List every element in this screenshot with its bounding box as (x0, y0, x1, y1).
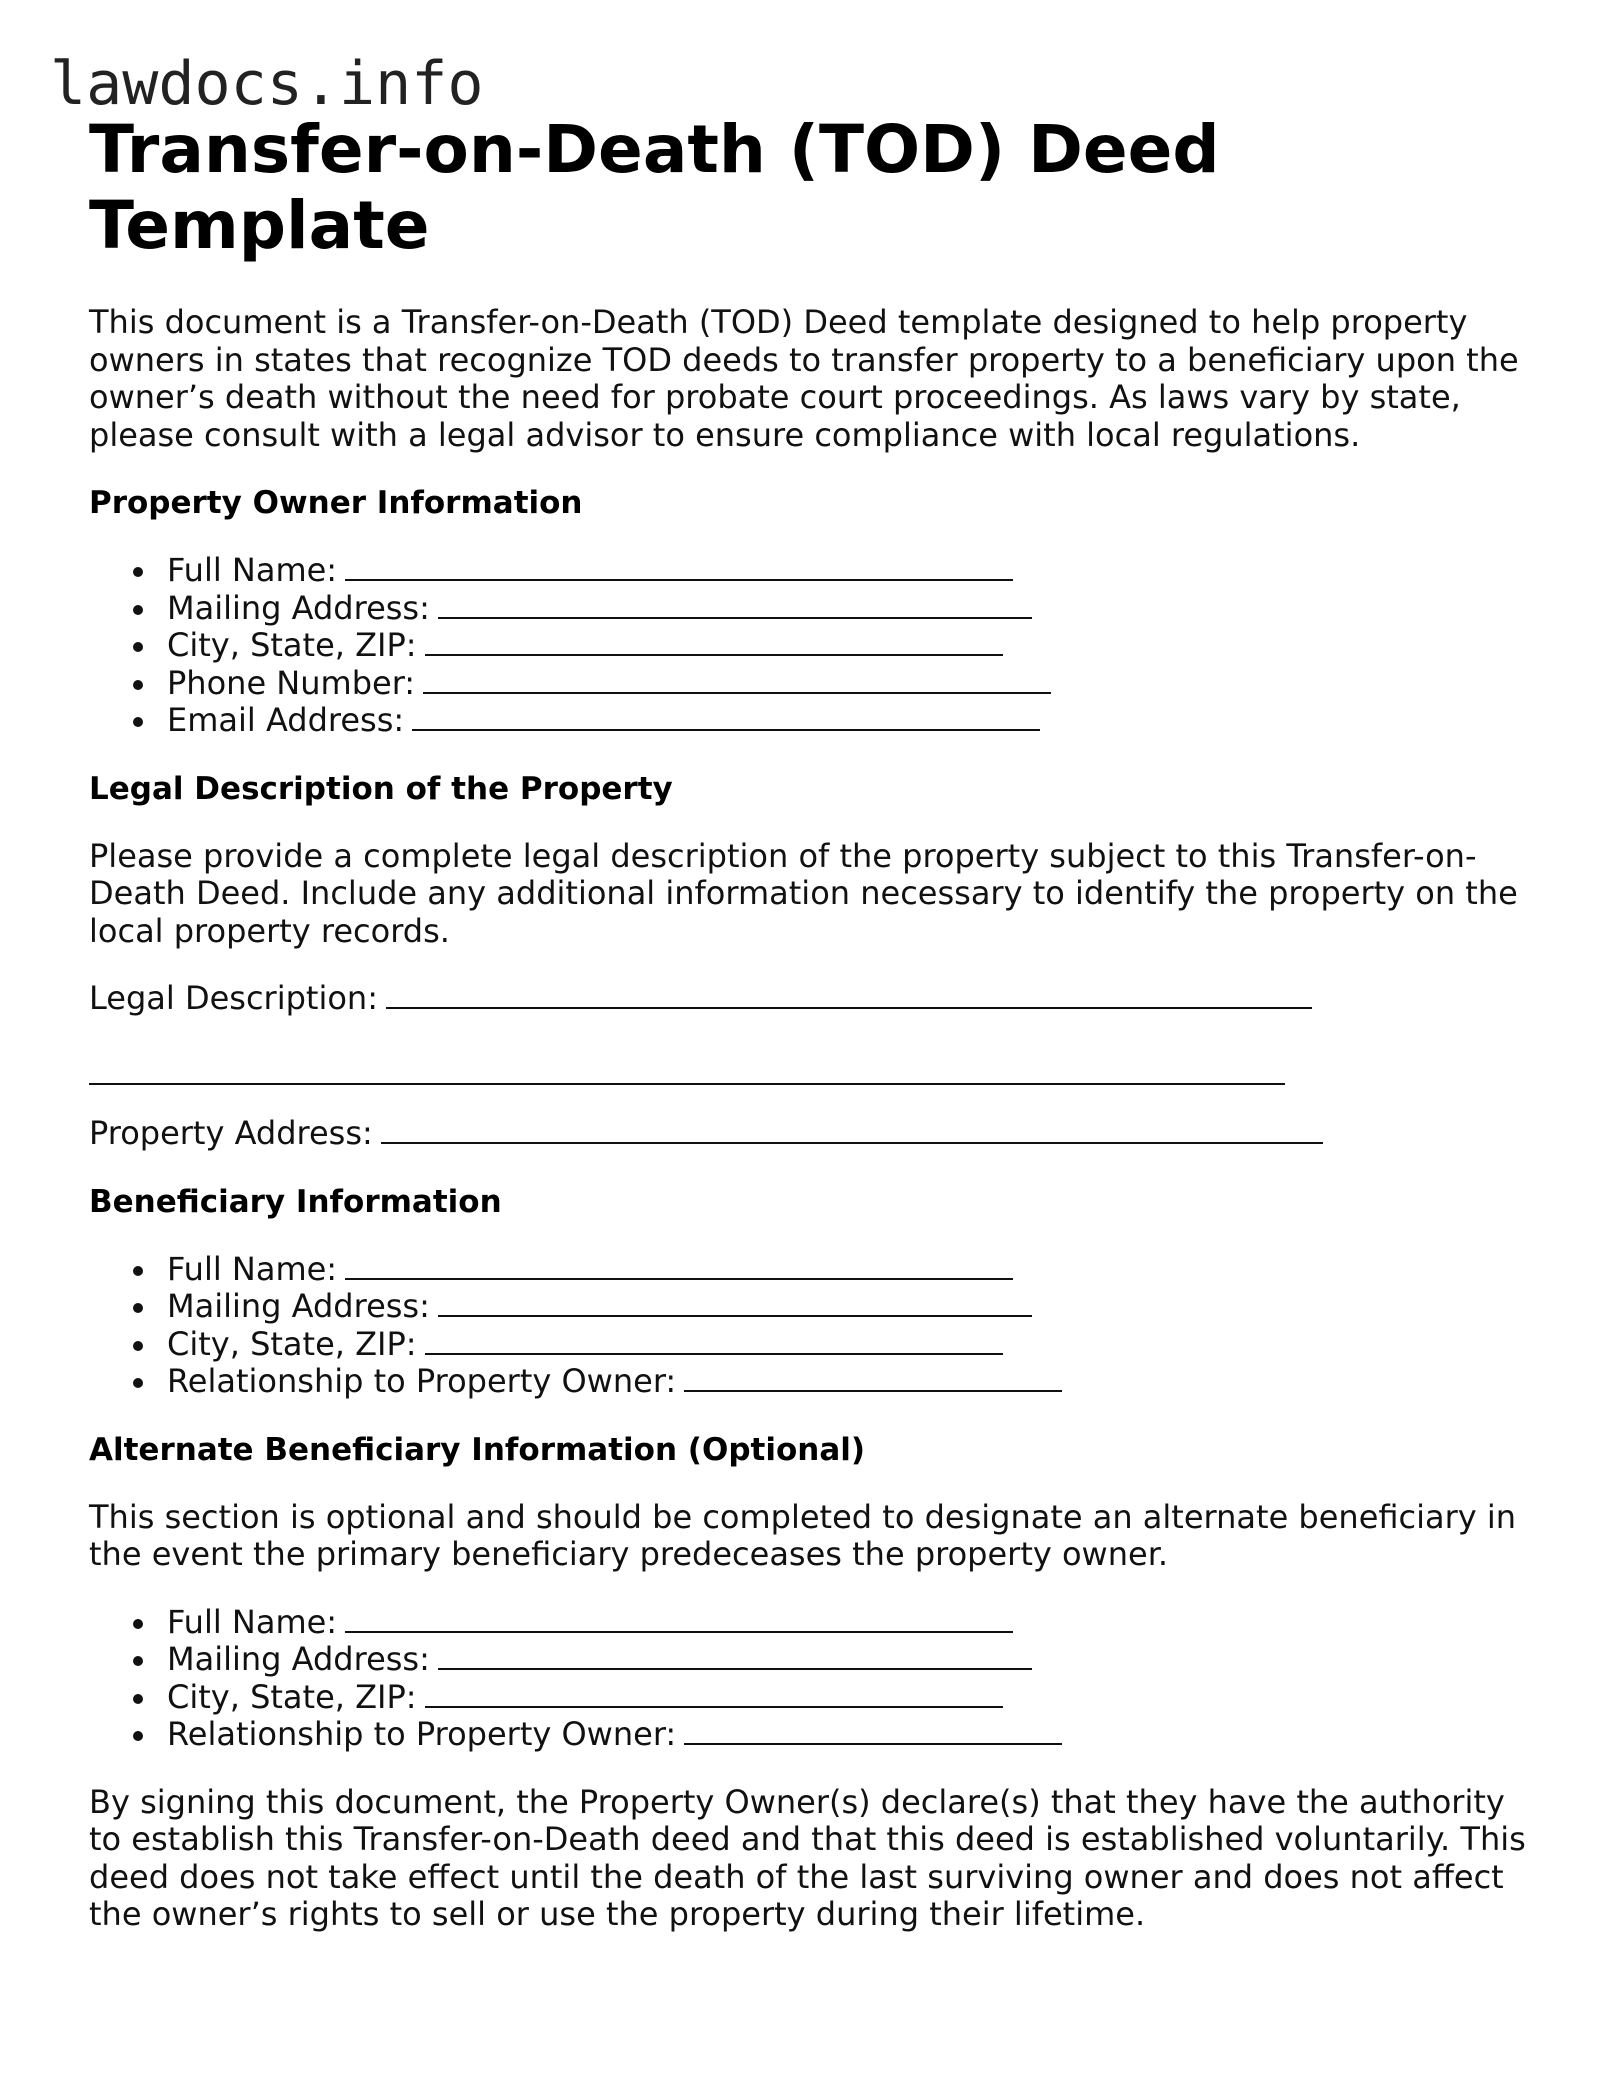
beneficiary-field-list (89, 1251, 1529, 1401)
owner-phone-number-blank[interactable] (423, 666, 1051, 694)
legal-description-continuation-line[interactable] (89, 1048, 1285, 1086)
field-label: Relationship to Property Owner: (167, 1715, 677, 1753)
owner-full-name-blank[interactable] (345, 553, 1013, 581)
bullet-icon (133, 1303, 143, 1313)
beneficiary-full-name-field (167, 1251, 1529, 1289)
field-label: Phone Number: (167, 663, 416, 702)
owner-field-list (89, 552, 1529, 740)
beneficiary-city-state-zip-blank[interactable] (425, 1327, 1003, 1355)
property-address-field (89, 1115, 1529, 1153)
owner-city-state-zip-field (167, 627, 1529, 665)
field-label: Mailing Address: (167, 1640, 430, 1678)
document-body (89, 112, 1529, 1934)
alternate-full-name-blank[interactable] (345, 1605, 1013, 1633)
alternate-relationship-field (167, 1716, 1529, 1754)
bullet-icon (133, 567, 143, 577)
legal-description-blank[interactable] (386, 981, 1312, 1009)
field-label: City, State, ZIP: (167, 1677, 417, 1716)
bullet-icon (133, 1341, 143, 1351)
bullet-icon (133, 1731, 143, 1741)
watermark-logo: lawdocs.info (50, 49, 484, 119)
owner-phone-number-field (167, 665, 1529, 703)
field-label: Mailing Address: (167, 588, 430, 627)
bullet-icon (133, 1619, 143, 1629)
field-label: Full Name: (167, 551, 338, 589)
bullet-icon (133, 1656, 143, 1666)
field-label: Legal Description: (89, 979, 378, 1017)
owner-mailing-address-blank[interactable] (438, 591, 1032, 619)
field-label: Full Name: (167, 1249, 338, 1288)
owner-email-address-blank[interactable] (412, 703, 1040, 731)
owner-section-heading: Property Owner Information (89, 485, 583, 521)
bullet-icon (133, 605, 143, 615)
alternate-full-name-field (167, 1604, 1529, 1642)
owner-mailing-address-field (167, 590, 1529, 628)
bullet-icon (133, 1694, 143, 1704)
field-label: Mailing Address: (167, 1287, 430, 1325)
beneficiary-city-state-zip-field (167, 1326, 1529, 1364)
owner-city-state-zip-blank[interactable] (425, 628, 1003, 656)
beneficiary-mailing-address-field (167, 1288, 1529, 1326)
field-label: Relationship to Property Owner: (167, 1362, 677, 1400)
beneficiary-full-name-blank[interactable] (345, 1252, 1013, 1280)
bullet-icon (133, 680, 143, 690)
alternate-mailing-address-field (167, 1641, 1529, 1679)
legal-description-field (89, 980, 1529, 1018)
alternate-mailing-address-blank[interactable] (438, 1642, 1032, 1670)
field-label: Email Address: (167, 701, 405, 739)
bullet-icon (133, 642, 143, 652)
field-label: City, State, ZIP: (167, 1324, 417, 1363)
owner-email-address-field (167, 702, 1529, 740)
field-label: Full Name: (167, 1602, 338, 1641)
field-label: Property Address: (89, 1114, 373, 1152)
closing-paragraph: By signing this document, the Property Owner(s) declare(s) that they have the authority to establish this Transfer-on-Death deed and that this deed is established voluntarily. This deed does not take effect until the death of the last surviving owner and does not affect the owner’s rights to sell or use the property during their lifetime. (89, 1782, 1526, 1933)
bullet-icon (133, 717, 143, 727)
legal-section-heading: Legal Description of the Property (89, 770, 673, 807)
intro-paragraph: This document is a Transfer-on-Death (TOD) Deed template designed to help property owners in states that recognize TOD deeds to transfer property to a beneficiary upon the owner’s death without the need for probate court proceedings. As laws vary by state, please consult with a legal advisor to ensure compliance with local regulations. (89, 303, 1519, 454)
property-address-blank[interactable] (381, 1116, 1323, 1144)
alternate-city-state-zip-blank[interactable] (425, 1680, 1003, 1708)
beneficiary-mailing-address-blank[interactable] (438, 1289, 1032, 1317)
legal-paragraph: Please provide a complete legal description of the property subject to this Transfer-on-Death Deed. Include any additional information necessary to identify the property on the local property records. (89, 836, 1518, 950)
bullet-icon (133, 1266, 143, 1276)
alternate-city-state-zip-field (167, 1679, 1529, 1717)
beneficiary-relationship-field (167, 1363, 1529, 1401)
field-label: City, State, ZIP: (167, 626, 417, 664)
bullet-icon (133, 1378, 143, 1388)
alternate-field-list (89, 1604, 1529, 1754)
owner-full-name-field (167, 552, 1529, 590)
alternate-relationship-blank[interactable] (684, 1717, 1062, 1745)
alternate-paragraph: This section is optional and should be completed to designate an alternate beneficiary in the event the primary beneficiary predeceases the property owner. (89, 1497, 1517, 1573)
alternate-section-heading: Alternate Beneficiary Information (Optional) (89, 1431, 866, 1468)
beneficiary-section-heading: Beneficiary Information (89, 1183, 502, 1220)
document-title: Transfer-on-Death (TOD) Deed Template (89, 111, 1220, 264)
beneficiary-relationship-blank[interactable] (684, 1364, 1062, 1392)
